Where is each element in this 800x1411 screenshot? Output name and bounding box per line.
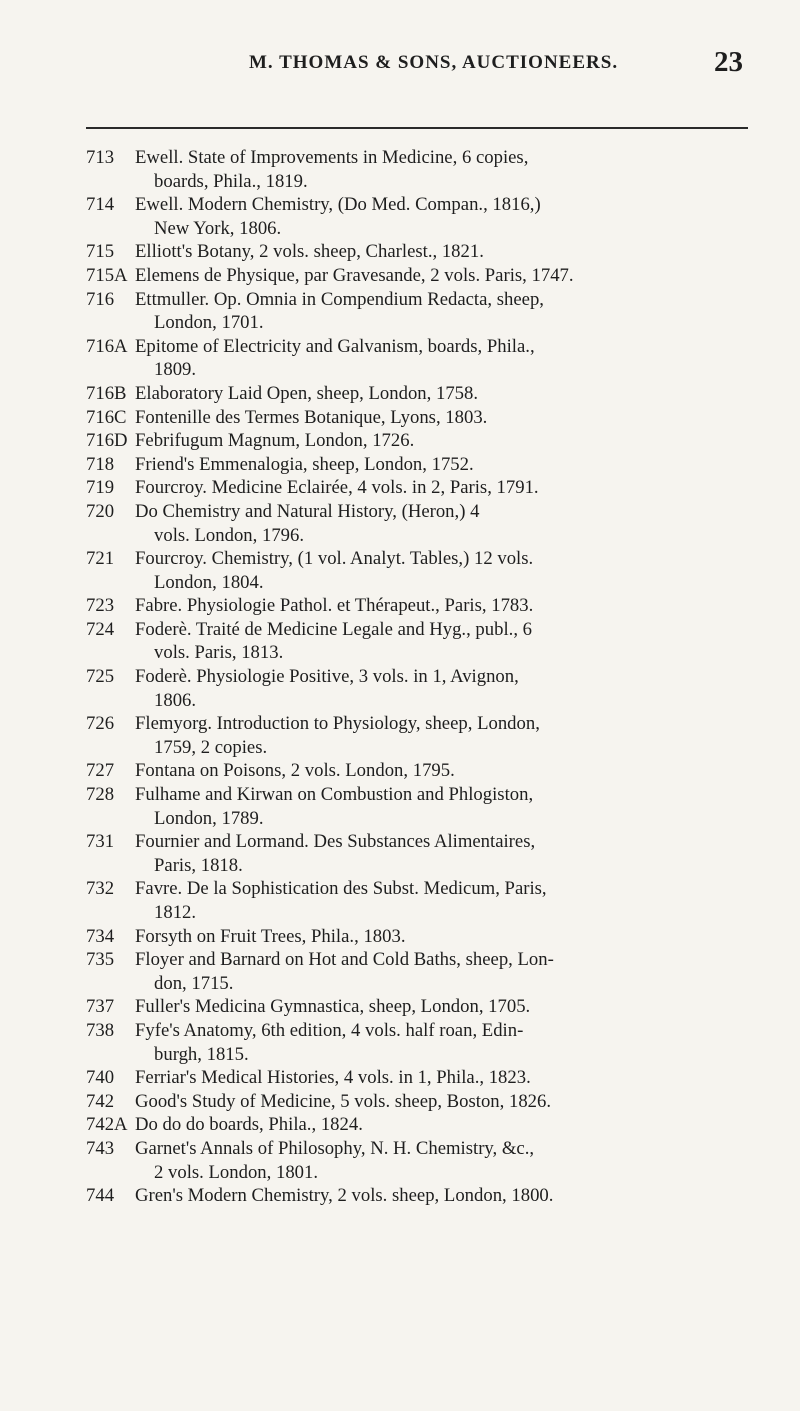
lot-number: 721 <box>86 548 115 570</box>
catalogue-entry <box>86 382 758 406</box>
entry-text: Epitome of Electricity and Galvanism, boards, Phila., <box>135 335 535 357</box>
entry-text: Fournier and Lormand. Des Substances Alimentaires, <box>135 831 536 853</box>
catalogue-entry <box>86 712 758 759</box>
catalogue-entry <box>86 335 758 382</box>
lot-number: 720 <box>86 500 115 522</box>
entry-text: Ferriar's Medical Histories, 4 vols. in 1, Phila., 1823. <box>135 1067 531 1089</box>
catalogue-entry <box>86 830 758 877</box>
entry-text: Fourcroy. Medicine Eclairée, 4 vols. in 2, Paris, 1791. <box>135 477 539 499</box>
lot-number: 726 <box>86 713 115 735</box>
entry-text-continued: vols. Paris, 1813. <box>154 642 284 664</box>
page-header <box>0 46 800 92</box>
lot-number: 734 <box>86 925 115 947</box>
entry-text: Fuller's Medicina Gymnastica, sheep, London, 1705. <box>135 996 531 1018</box>
catalogue-entry <box>86 995 758 1019</box>
entry-text: Do do do boards, Phila., 1824. <box>135 1114 363 1136</box>
entry-text: Foderè. Physiologie Positive, 3 vols. in 1, Avignon, <box>135 666 519 688</box>
catalogue-entry <box>86 925 758 949</box>
running-head: M. THOMAS & SONS, AUCTIONEERS. <box>249 52 619 73</box>
entry-text-continued: 2 vols. London, 1801. <box>154 1161 319 1183</box>
entry-text-continued: London, 1804. <box>154 571 264 593</box>
lot-number: 737 <box>86 996 115 1018</box>
catalogue-entry <box>86 1184 758 1208</box>
entry-text: Fyfe's Anatomy, 6th edition, 4 vols. half roan, Edin- <box>135 1019 524 1041</box>
entry-text-continued: vols. London, 1796. <box>154 524 305 546</box>
lot-number: 723 <box>86 595 115 617</box>
entry-text: Do Chemistry and Natural History, (Heron,) 4 <box>135 500 480 522</box>
catalogue-entry <box>86 783 758 830</box>
catalogue-entry <box>86 193 758 240</box>
catalogue-entry <box>86 500 758 547</box>
entry-text: Fontana on Poisons, 2 vols. London, 1795. <box>135 760 455 782</box>
catalogue-entry <box>86 1090 758 1114</box>
entry-text: Garnet's Annals of Philosophy, N. H. Chemistry, &c., <box>135 1137 535 1159</box>
entry-text: Febrifugum Magnum, London, 1726. <box>135 430 415 452</box>
catalogue-entry <box>86 665 758 712</box>
lot-number: 719 <box>86 477 115 499</box>
entry-text: Elemens de Physique, par Gravesande, 2 vols. Paris, 1747. <box>135 264 574 286</box>
entry-text-continued: 1759, 2 copies. <box>154 736 268 758</box>
catalogue-entry <box>86 406 758 430</box>
lot-number: 718 <box>86 453 115 475</box>
entry-text-continued: London, 1701. <box>154 312 264 334</box>
catalogue-entry <box>86 453 758 477</box>
entry-text: Fulhame and Kirwan on Combustion and Phlogiston, <box>135 784 534 806</box>
entry-text: Forsyth on Fruit Trees, Phila., 1803. <box>135 925 406 947</box>
catalogue-entry <box>86 288 758 335</box>
catalogue-entry <box>86 618 758 665</box>
lot-number: 742A <box>86 1114 128 1136</box>
catalogue-entry <box>86 547 758 594</box>
lot-number: 727 <box>86 760 115 782</box>
entry-text: Ewell. State of Improvements in Medicine, 6 copies, <box>135 147 529 168</box>
catalogue-entry <box>86 759 758 783</box>
entry-text: Gren's Modern Chemistry, 2 vols. sheep, London, 1800. <box>135 1185 554 1207</box>
lot-number: 738 <box>86 1019 115 1041</box>
entry-text: Foderè. Traité de Medicine Legale and Hyg., publ., 6 <box>135 618 533 640</box>
entry-text: Elaboratory Laid Open, sheep, London, 1758. <box>135 382 479 404</box>
entry-text: Friend's Emmenalogia, sheep, London, 1752. <box>135 453 474 475</box>
lot-number: 740 <box>86 1067 115 1089</box>
catalogue-entries <box>86 146 758 1208</box>
lot-number: 725 <box>86 666 115 688</box>
entry-text: Favre. De la Sophistication des Subst. Medicum, Paris, <box>135 878 547 900</box>
lot-number: 716C <box>86 406 127 428</box>
lot-number: 728 <box>86 784 115 806</box>
entry-text: Fourcroy. Chemistry, (1 vol. Analyt. Tables,) 12 vols. <box>135 548 534 570</box>
entry-text-continued: 1812. <box>154 902 197 923</box>
entry-text: Floyer and Barnard on Hot and Cold Baths, sheep, Lon- <box>135 949 554 971</box>
entry-text: Fabre. Physiologie Pathol. et Thérapeut., Paris, 1783. <box>135 595 534 617</box>
entry-text-continued: 1809. <box>154 359 197 381</box>
lot-number: 713 <box>86 147 115 168</box>
entry-text-continued: Paris, 1818. <box>154 854 243 876</box>
entry-text-continued: don, 1715. <box>154 972 234 994</box>
entry-text: Fontenille des Termes Botanique, Lyons, 1803. <box>135 406 488 428</box>
entry-text: Ewell. Modern Chemistry, (Do Med. Compan., 1816,) <box>135 194 541 216</box>
catalogue-entry <box>86 1066 758 1090</box>
lot-number: 716B <box>86 382 127 404</box>
catalogue-entry <box>86 1113 758 1137</box>
entry-text: Flemyorg. Introduction to Physiology, sheep, London, <box>135 713 540 735</box>
entry-text: Elliott's Botany, 2 vols. sheep, Charlest., 1821. <box>135 241 484 263</box>
entry-text-continued: 1806. <box>154 689 197 711</box>
lot-number: 732 <box>86 878 115 900</box>
entry-text-continued: London, 1789. <box>154 807 264 829</box>
lot-number: 735 <box>86 949 115 971</box>
entry-text: Ettmuller. Op. Omnia in Compendium Redacta, sheep, <box>135 288 544 310</box>
lot-number: 742 <box>86 1090 115 1112</box>
lot-number: 716D <box>86 430 128 452</box>
entry-text-continued: boards, Phila., 1819. <box>154 170 308 192</box>
catalogue-entry <box>86 476 758 500</box>
catalogue-entry <box>86 240 758 264</box>
page-number: 23 <box>714 46 743 78</box>
catalogue-entry <box>86 877 758 924</box>
catalogue-entry <box>86 1137 758 1184</box>
lot-number: 743 <box>86 1137 115 1159</box>
entry-text-continued: burgh, 1815. <box>154 1043 249 1065</box>
catalogue-entry <box>86 264 758 288</box>
entry-text: Good's Study of Medicine, 5 vols. sheep, Boston, 1826. <box>135 1090 552 1112</box>
header-rule <box>86 127 748 129</box>
catalogue-entry <box>86 948 758 995</box>
catalogue-entry <box>86 594 758 618</box>
lot-number: 744 <box>86 1185 115 1207</box>
lot-number: 724 <box>86 618 115 640</box>
lot-number: 714 <box>86 194 115 216</box>
entry-text-continued: New York, 1806. <box>154 217 282 239</box>
lot-number: 715 <box>86 241 115 263</box>
lot-number: 716A <box>86 335 128 357</box>
lot-number: 716 <box>86 288 115 310</box>
catalogue-entry <box>86 429 758 453</box>
lot-number: 715A <box>86 264 128 286</box>
catalogue-entry <box>86 1019 758 1066</box>
lot-number: 731 <box>86 831 115 853</box>
catalogue-entry <box>86 146 758 193</box>
